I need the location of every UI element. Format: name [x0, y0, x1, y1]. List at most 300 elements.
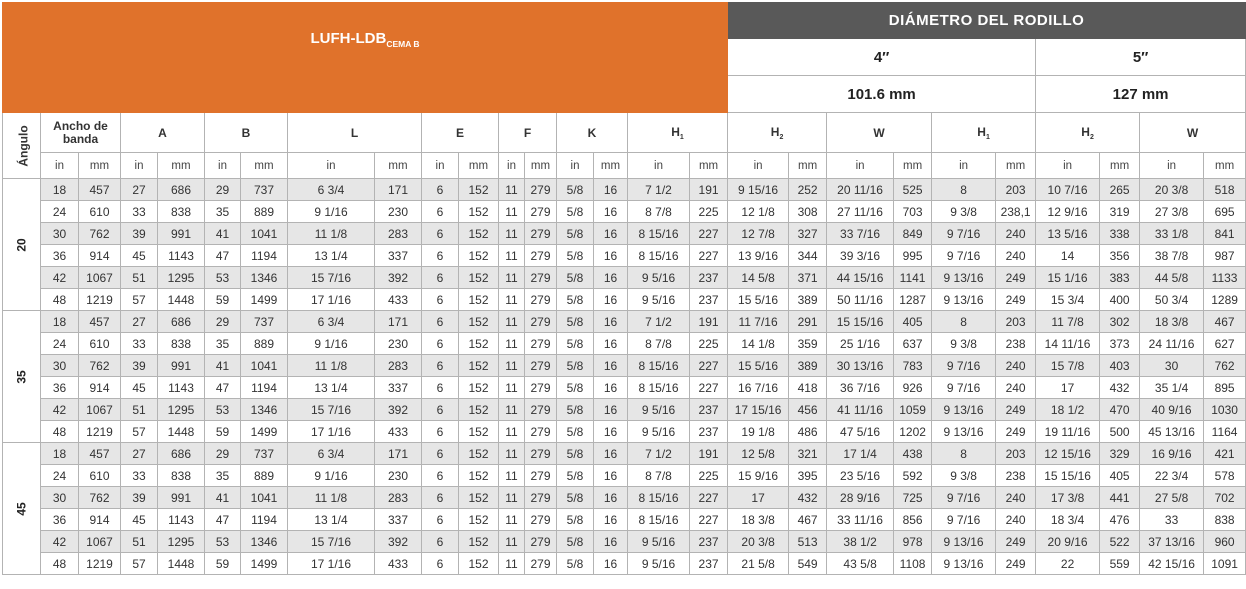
- table-cell: 9 5/16: [628, 553, 690, 575]
- table-cell: 17 1/16: [288, 553, 375, 575]
- dimensions-table: [2, 2, 1246, 575]
- table-cell: 5/8: [557, 245, 594, 267]
- table-cell: 5/8: [557, 509, 594, 531]
- table-cell: 8 15/16: [628, 487, 690, 509]
- table-cell: 841: [1204, 223, 1246, 245]
- table-cell: 5/8: [557, 399, 594, 421]
- table-cell: 1448: [158, 289, 205, 311]
- table-cell: 895: [1204, 377, 1246, 399]
- table-cell: 152: [459, 289, 499, 311]
- table-cell: 1041: [241, 487, 288, 509]
- table-cell: 392: [375, 399, 422, 421]
- table-cell: 240: [996, 377, 1036, 399]
- table-cell: 13 1/4: [288, 245, 375, 267]
- table-cell: 225: [690, 333, 728, 355]
- table-cell: 16 9/16: [1140, 443, 1204, 465]
- table-cell: 991: [158, 487, 205, 509]
- table-cell: 279: [525, 223, 557, 245]
- table-cell: 16: [594, 487, 628, 509]
- table-cell: 45: [121, 377, 158, 399]
- table-cell: 152: [459, 311, 499, 333]
- unit-label: mm: [594, 153, 628, 179]
- table-cell: 19 1/8: [728, 421, 789, 443]
- table-cell: 279: [525, 289, 557, 311]
- table-cell: 227: [690, 377, 728, 399]
- unit-label: in: [1140, 153, 1204, 179]
- table-row: [3, 509, 1246, 531]
- table-cell: 249: [996, 553, 1036, 575]
- table-cell: 11: [499, 267, 525, 289]
- table-cell: 1219: [79, 421, 121, 443]
- table-cell: 152: [459, 245, 499, 267]
- table-cell: 610: [79, 201, 121, 223]
- unit-label: mm: [1100, 153, 1140, 179]
- table-cell: 279: [525, 179, 557, 201]
- table-cell: 6: [422, 223, 459, 245]
- table-cell: 11: [499, 333, 525, 355]
- table-cell: 762: [79, 223, 121, 245]
- table-cell: 11: [499, 179, 525, 201]
- table-cell: 6: [422, 399, 459, 421]
- table-cell: 41: [205, 487, 241, 509]
- unit-label: in: [41, 153, 79, 179]
- table-cell: 18 1/2: [1036, 399, 1100, 421]
- table-cell: 152: [459, 179, 499, 201]
- table-cell: 45 13/16: [1140, 421, 1204, 443]
- table-cell: 29: [205, 311, 241, 333]
- table-cell: 8 7/8: [628, 465, 690, 487]
- table-cell: 8 15/16: [628, 223, 690, 245]
- table-cell: 9 7/16: [932, 245, 996, 267]
- table-cell: 421: [1204, 443, 1246, 465]
- table-cell: 41: [205, 355, 241, 377]
- table-cell: 24: [41, 201, 79, 223]
- table-cell: 29: [205, 179, 241, 201]
- table-cell: 20 3/8: [728, 531, 789, 553]
- table-cell: 203: [996, 179, 1036, 201]
- table-cell: 6: [422, 553, 459, 575]
- table-cell: 33 7/16: [827, 223, 894, 245]
- table-cell: 5/8: [557, 179, 594, 201]
- table-cell: 18 3/8: [728, 509, 789, 531]
- table-cell: 11 7/16: [728, 311, 789, 333]
- table-cell: 1164: [1204, 421, 1246, 443]
- table-cell: 7 1/2: [628, 311, 690, 333]
- table-cell: 249: [996, 289, 1036, 311]
- table-cell: 9 5/16: [628, 267, 690, 289]
- table-cell: 279: [525, 421, 557, 443]
- table-cell: 6: [422, 443, 459, 465]
- table-cell: 59: [205, 289, 241, 311]
- table-cell: 403: [1100, 355, 1140, 377]
- table-cell: 171: [375, 443, 422, 465]
- table-cell: 279: [525, 553, 557, 575]
- table-cell: 291: [789, 311, 827, 333]
- table-cell: 15 7/16: [288, 267, 375, 289]
- unit-label: mm: [241, 153, 288, 179]
- table-row: [3, 179, 1246, 201]
- table-cell: 14 11/16: [1036, 333, 1100, 355]
- table-cell: 11: [499, 399, 525, 421]
- table-cell: 1202: [894, 421, 932, 443]
- table-cell: 737: [241, 443, 288, 465]
- table-cell: 30: [41, 487, 79, 509]
- table-cell: 1499: [241, 421, 288, 443]
- angle-group-label: 45: [3, 443, 41, 575]
- table-cell: 438: [894, 443, 932, 465]
- table-cell: 227: [690, 223, 728, 245]
- table-cell: 7 1/2: [628, 443, 690, 465]
- table-cell: 152: [459, 421, 499, 443]
- table-cell: 8: [932, 179, 996, 201]
- table-cell: 327: [789, 223, 827, 245]
- table-cell: 11: [499, 465, 525, 487]
- table-cell: 456: [789, 399, 827, 421]
- table-cell: 344: [789, 245, 827, 267]
- table-cell: 592: [894, 465, 932, 487]
- table-cell: 9 13/16: [932, 399, 996, 421]
- table-cell: 57: [121, 289, 158, 311]
- table-cell: 433: [375, 421, 422, 443]
- table-cell: 337: [375, 509, 422, 531]
- table-cell: 389: [789, 355, 827, 377]
- table-cell: 33 11/16: [827, 509, 894, 531]
- table-row: [3, 201, 1246, 223]
- table-cell: 13 1/4: [288, 509, 375, 531]
- angle-group-label: 20: [3, 179, 41, 311]
- table-cell: 47: [205, 245, 241, 267]
- table-cell: 42: [41, 531, 79, 553]
- table-cell: 21 5/8: [728, 553, 789, 575]
- table-cell: 249: [996, 421, 1036, 443]
- table-cell: 39: [121, 355, 158, 377]
- table-cell: 337: [375, 377, 422, 399]
- table-row: [3, 245, 1246, 267]
- table-cell: 16: [594, 509, 628, 531]
- table-cell: 11: [499, 487, 525, 509]
- table-cell: 926: [894, 377, 932, 399]
- table-cell: 152: [459, 377, 499, 399]
- table-cell: 400: [1100, 289, 1140, 311]
- col-h2-4in: $H_2$: [728, 113, 827, 153]
- table-cell: 9 5/16: [628, 399, 690, 421]
- unit-label: in: [827, 153, 894, 179]
- table-cell: 9 7/16: [932, 223, 996, 245]
- table-cell: 14: [1036, 245, 1100, 267]
- table-cell: 762: [1204, 355, 1246, 377]
- table-cell: 17 15/16: [728, 399, 789, 421]
- table-cell: 11 1/8: [288, 223, 375, 245]
- table-cell: 1295: [158, 531, 205, 553]
- table-row: [3, 289, 1246, 311]
- table-cell: 17: [1036, 377, 1100, 399]
- table-cell: 960: [1204, 531, 1246, 553]
- col-h1-4in: $H_1$: [628, 113, 728, 153]
- table-cell: 686: [158, 179, 205, 201]
- table-cell: 11: [499, 201, 525, 223]
- table-cell: 395: [789, 465, 827, 487]
- table-row: [3, 443, 1246, 465]
- table-cell: 8 7/8: [628, 333, 690, 355]
- table-cell: 152: [459, 553, 499, 575]
- table-cell: 15 3/4: [1036, 289, 1100, 311]
- table-cell: 152: [459, 509, 499, 531]
- table-cell: 392: [375, 267, 422, 289]
- table-cell: 44 15/16: [827, 267, 894, 289]
- unit-label: in: [288, 153, 375, 179]
- table-cell: 12 15/16: [1036, 443, 1100, 465]
- table-cell: 522: [1100, 531, 1140, 553]
- table-cell: 5/8: [557, 421, 594, 443]
- table-cell: 41: [205, 223, 241, 245]
- table-cell: 24: [41, 465, 79, 487]
- table-cell: 15 15/16: [1036, 465, 1100, 487]
- table-cell: 16: [594, 377, 628, 399]
- table-cell: 16: [594, 201, 628, 223]
- table-cell: 230: [375, 333, 422, 355]
- table-cell: 1287: [894, 289, 932, 311]
- table-cell: 50 11/16: [827, 289, 894, 311]
- table-cell: 18 3/4: [1036, 509, 1100, 531]
- table-cell: 45: [121, 245, 158, 267]
- table-cell: 8 7/8: [628, 201, 690, 223]
- table-cell: 191: [690, 179, 728, 201]
- table-cell: 1067: [79, 267, 121, 289]
- table-cell: 1219: [79, 553, 121, 575]
- table-cell: 9 7/16: [932, 509, 996, 531]
- unit-label: mm: [158, 153, 205, 179]
- table-cell: 43 5/8: [827, 553, 894, 575]
- table-cell: 203: [996, 443, 1036, 465]
- table-cell: 1067: [79, 399, 121, 421]
- table-cell: 610: [79, 465, 121, 487]
- table-cell: 356: [1100, 245, 1140, 267]
- table-cell: 5/8: [557, 223, 594, 245]
- table-cell: 5/8: [557, 201, 594, 223]
- table-cell: 9 3/8: [932, 465, 996, 487]
- table-cell: 6: [422, 267, 459, 289]
- table-cell: 405: [894, 311, 932, 333]
- table-cell: 8 15/16: [628, 377, 690, 399]
- table-cell: 20 9/16: [1036, 531, 1100, 553]
- angle-group-label: 35: [3, 311, 41, 443]
- table-cell: 1059: [894, 399, 932, 421]
- unit-label: in: [557, 153, 594, 179]
- product-title: [3, 3, 728, 76]
- table-cell: 15 5/16: [728, 355, 789, 377]
- table-cell: 29: [205, 443, 241, 465]
- table-cell: 230: [375, 465, 422, 487]
- table-cell: 1067: [79, 531, 121, 553]
- table-cell: 35 1/4: [1140, 377, 1204, 399]
- table-cell: 152: [459, 201, 499, 223]
- col-a: A: [121, 113, 205, 153]
- table-cell: 27: [121, 311, 158, 333]
- table-cell: 1346: [241, 531, 288, 553]
- table-cell: 703: [894, 201, 932, 223]
- table-cell: 9 3/8: [932, 201, 996, 223]
- table-cell: 17 3/8: [1036, 487, 1100, 509]
- table-cell: 47 5/16: [827, 421, 894, 443]
- table-cell: 240: [996, 487, 1036, 509]
- table-cell: 1194: [241, 377, 288, 399]
- table-cell: 18: [41, 443, 79, 465]
- table-cell: 5/8: [557, 531, 594, 553]
- table-cell: 6: [422, 289, 459, 311]
- table-cell: 5/8: [557, 487, 594, 509]
- unit-label: mm: [79, 153, 121, 179]
- table-cell: 418: [789, 377, 827, 399]
- table-cell: 1030: [1204, 399, 1246, 421]
- table-cell: 191: [690, 311, 728, 333]
- table-cell: 240: [996, 509, 1036, 531]
- table-cell: 249: [996, 531, 1036, 553]
- table-cell: 33: [1140, 509, 1204, 531]
- table-cell: 11: [499, 355, 525, 377]
- table-cell: 227: [690, 509, 728, 531]
- table-cell: 20 3/8: [1140, 179, 1204, 201]
- table-cell: 457: [79, 179, 121, 201]
- table-cell: 457: [79, 443, 121, 465]
- table-cell: 279: [525, 377, 557, 399]
- table-cell: 38 1/2: [827, 531, 894, 553]
- table-cell: 152: [459, 531, 499, 553]
- table-cell: 737: [241, 311, 288, 333]
- table-cell: 441: [1100, 487, 1140, 509]
- table-cell: 283: [375, 487, 422, 509]
- table-cell: 152: [459, 267, 499, 289]
- table-cell: 28 9/16: [827, 487, 894, 509]
- table-cell: 22: [1036, 553, 1100, 575]
- table-cell: 1141: [894, 267, 932, 289]
- table-cell: 47: [205, 509, 241, 531]
- size-4in-mm: 101.6 mm: [728, 76, 1036, 113]
- table-cell: 383: [1100, 267, 1140, 289]
- table-cell: 240: [996, 245, 1036, 267]
- table-cell: 783: [894, 355, 932, 377]
- table-cell: 9 13/16: [932, 267, 996, 289]
- title-spacer: [3, 76, 728, 113]
- table-cell: 42: [41, 399, 79, 421]
- table-cell: 15 7/16: [288, 399, 375, 421]
- table-cell: 11: [499, 509, 525, 531]
- table-cell: 838: [158, 465, 205, 487]
- table-cell: 279: [525, 201, 557, 223]
- table-cell: 265: [1100, 179, 1140, 201]
- table-cell: 1143: [158, 377, 205, 399]
- col-h2-5in: $H_2$: [1036, 113, 1140, 153]
- table-cell: 856: [894, 509, 932, 531]
- table-cell: 849: [894, 223, 932, 245]
- unit-label: in: [1036, 153, 1100, 179]
- table-cell: 37 13/16: [1140, 531, 1204, 553]
- table-cell: 914: [79, 509, 121, 531]
- table-cell: 762: [79, 487, 121, 509]
- table-cell: 9 3/8: [932, 333, 996, 355]
- unit-label: mm: [789, 153, 827, 179]
- table-cell: 14 5/8: [728, 267, 789, 289]
- table-cell: 227: [690, 487, 728, 509]
- table-cell: 15 15/16: [827, 311, 894, 333]
- table-cell: 371: [789, 267, 827, 289]
- table-cell: 433: [375, 289, 422, 311]
- table-cell: 389: [789, 289, 827, 311]
- table-cell: 152: [459, 399, 499, 421]
- table-cell: 237: [690, 289, 728, 311]
- table-cell: 889: [241, 201, 288, 223]
- table-cell: 995: [894, 245, 932, 267]
- table-cell: 18: [41, 311, 79, 333]
- table-cell: 5/8: [557, 333, 594, 355]
- table-row: [3, 377, 1246, 399]
- table-cell: 36: [41, 245, 79, 267]
- table-cell: 13 5/16: [1036, 223, 1100, 245]
- table-cell: 36 7/16: [827, 377, 894, 399]
- table-cell: 1448: [158, 421, 205, 443]
- unit-label: mm: [996, 153, 1036, 179]
- table-cell: 5/8: [557, 311, 594, 333]
- table-cell: 17 1/16: [288, 289, 375, 311]
- table-cell: 15 1/16: [1036, 267, 1100, 289]
- table-cell: 279: [525, 509, 557, 531]
- table-cell: 457: [79, 311, 121, 333]
- table-cell: 18 3/8: [1140, 311, 1204, 333]
- table-cell: 16: [594, 421, 628, 443]
- table-cell: 11: [499, 421, 525, 443]
- table-cell: 15 5/16: [728, 289, 789, 311]
- table-cell: 1289: [1204, 289, 1246, 311]
- table-cell: 50 3/4: [1140, 289, 1204, 311]
- table-cell: 9 5/16: [628, 421, 690, 443]
- roller-diameter-header: DIÁMETRO DEL RODILLO: [728, 3, 1246, 39]
- table-cell: 1091: [1204, 553, 1246, 575]
- table-cell: 329: [1100, 443, 1140, 465]
- table-cell: 20 11/16: [827, 179, 894, 201]
- unit-label: in: [728, 153, 789, 179]
- table-cell: 33 1/8: [1140, 223, 1204, 245]
- table-cell: 13 1/4: [288, 377, 375, 399]
- table-cell: 6: [422, 509, 459, 531]
- table-cell: 19 11/16: [1036, 421, 1100, 443]
- table-cell: 695: [1204, 201, 1246, 223]
- table-cell: 152: [459, 355, 499, 377]
- table-cell: 6 3/4: [288, 311, 375, 333]
- table-cell: 432: [789, 487, 827, 509]
- table-cell: 9 5/16: [628, 289, 690, 311]
- table-cell: 191: [690, 443, 728, 465]
- table-cell: 9 1/16: [288, 333, 375, 355]
- table-cell: 59: [205, 553, 241, 575]
- table-cell: 1295: [158, 267, 205, 289]
- table-row: [3, 333, 1246, 355]
- table-cell: 11: [499, 289, 525, 311]
- table-cell: 10 7/16: [1036, 179, 1100, 201]
- table-cell: 359: [789, 333, 827, 355]
- table-cell: 1041: [241, 223, 288, 245]
- table-cell: 237: [690, 553, 728, 575]
- table-cell: 686: [158, 443, 205, 465]
- table-cell: 38 7/8: [1140, 245, 1204, 267]
- table-cell: 152: [459, 223, 499, 245]
- table-row: [3, 267, 1246, 289]
- table-cell: 33: [121, 465, 158, 487]
- table-cell: 11: [499, 311, 525, 333]
- table-cell: 8 15/16: [628, 509, 690, 531]
- table-cell: 44 5/8: [1140, 267, 1204, 289]
- table-cell: 513: [789, 531, 827, 553]
- table-cell: 152: [459, 465, 499, 487]
- size-5in-mm: 127 mm: [1036, 76, 1246, 113]
